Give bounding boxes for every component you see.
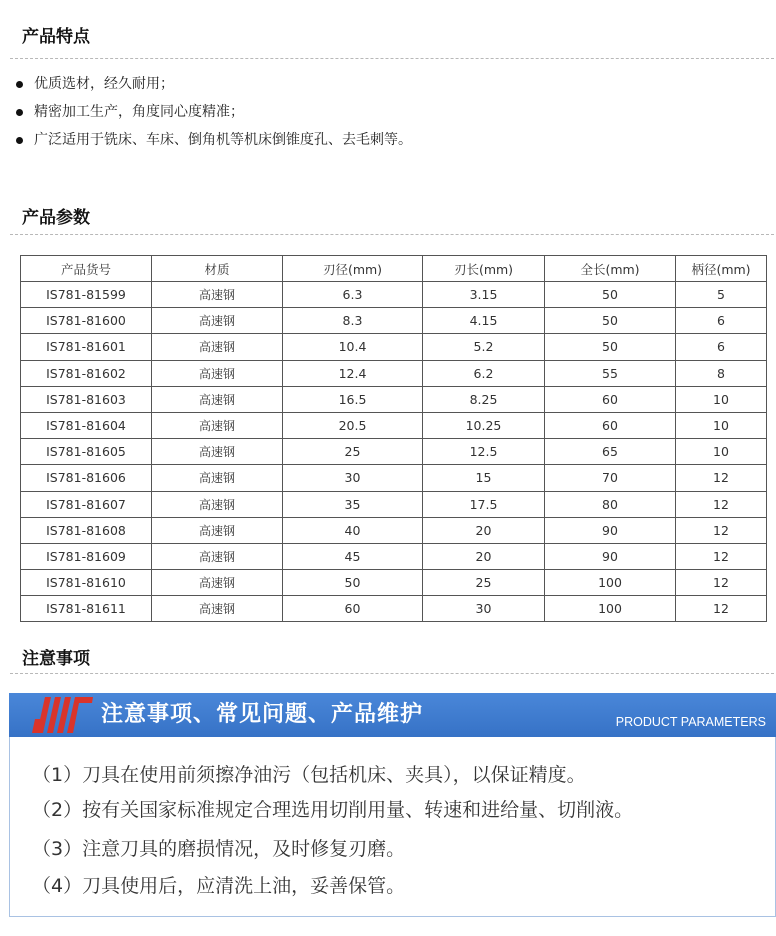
cell-blade-diameter: 12.4 bbox=[283, 360, 423, 386]
cell-total-length: 60 bbox=[545, 412, 676, 438]
banner-subtitle: PRODUCT PARAMETERS bbox=[615, 715, 766, 729]
cell-shank-diameter: 12 bbox=[676, 491, 767, 517]
cell-total-length: 50 bbox=[545, 282, 676, 308]
params-header-row bbox=[21, 256, 767, 282]
cell-blade-diameter: 10.4 bbox=[283, 334, 423, 360]
cell-part-no: IS781-81603 bbox=[21, 386, 152, 412]
cell-part-no: IS781-81608 bbox=[21, 517, 152, 543]
cell-shank-diameter: 6 bbox=[676, 308, 767, 334]
feature-item: 精密加工生产，角度同心度精准； bbox=[16, 98, 412, 126]
table-row bbox=[21, 282, 767, 308]
cell-blade-length: 4.15 bbox=[423, 308, 545, 334]
cell-part-no: IS781-81601 bbox=[21, 334, 152, 360]
cell-blade-length: 8.25 bbox=[423, 386, 545, 412]
col-header-blade-diameter: 刃径(mm) bbox=[283, 256, 423, 282]
cell-blade-length: 30 bbox=[423, 596, 545, 622]
table-row bbox=[21, 439, 767, 465]
cell-blade-length: 15 bbox=[423, 465, 545, 491]
table-row bbox=[21, 412, 767, 438]
cell-material: 高速钢 bbox=[152, 308, 283, 334]
notes-box bbox=[9, 737, 776, 917]
cell-shank-diameter: 5 bbox=[676, 282, 767, 308]
features-section-header bbox=[10, 26, 774, 59]
col-header-shank-diameter: 柄径(mm) bbox=[676, 256, 767, 282]
cell-material: 高速钢 bbox=[152, 386, 283, 412]
table-row bbox=[21, 308, 767, 334]
cell-blade-diameter: 50 bbox=[283, 570, 423, 596]
feature-item: 优质选材，经久耐用； bbox=[16, 70, 412, 98]
cell-material: 高速钢 bbox=[152, 543, 283, 569]
cell-material: 高速钢 bbox=[152, 491, 283, 517]
cell-shank-diameter: 12 bbox=[676, 465, 767, 491]
cell-blade-diameter: 6.3 bbox=[283, 282, 423, 308]
cell-blade-diameter: 8.3 bbox=[283, 308, 423, 334]
cell-material: 高速钢 bbox=[152, 517, 283, 543]
table-row bbox=[21, 491, 767, 517]
params-table-body bbox=[21, 282, 767, 622]
table-row bbox=[21, 465, 767, 491]
cell-total-length: 80 bbox=[545, 491, 676, 517]
cell-part-no: IS781-81609 bbox=[21, 543, 152, 569]
cell-total-length: 100 bbox=[545, 596, 676, 622]
cell-part-no: IS781-81610 bbox=[21, 570, 152, 596]
cell-material: 高速钢 bbox=[152, 439, 283, 465]
table-row bbox=[21, 360, 767, 386]
cell-part-no: IS781-81604 bbox=[21, 412, 152, 438]
cell-blade-diameter: 45 bbox=[283, 543, 423, 569]
cell-blade-length: 25 bbox=[423, 570, 545, 596]
cell-blade-length: 3.15 bbox=[423, 282, 545, 308]
cell-blade-diameter: 25 bbox=[283, 439, 423, 465]
cell-material: 高速钢 bbox=[152, 596, 283, 622]
cell-total-length: 55 bbox=[545, 360, 676, 386]
features-list bbox=[16, 70, 412, 154]
col-header-part-no: 产品货号 bbox=[21, 256, 152, 282]
cell-shank-diameter: 6 bbox=[676, 334, 767, 360]
cell-total-length: 50 bbox=[545, 334, 676, 360]
col-header-total-length: 全长(mm) bbox=[545, 256, 676, 282]
cell-blade-diameter: 30 bbox=[283, 465, 423, 491]
cell-part-no: IS781-81606 bbox=[21, 465, 152, 491]
cell-blade-length: 20 bbox=[423, 543, 545, 569]
cell-total-length: 60 bbox=[545, 386, 676, 412]
cell-total-length: 70 bbox=[545, 465, 676, 491]
cell-blade-length: 5.2 bbox=[423, 334, 545, 360]
cell-part-no: IS781-81602 bbox=[21, 360, 152, 386]
note-item: （1）刀具在使用前须擦净油污（包括机床、夹具），以保证精度。 bbox=[32, 764, 586, 786]
cell-total-length: 50 bbox=[545, 308, 676, 334]
cell-blade-diameter: 20.5 bbox=[283, 412, 423, 438]
cell-total-length: 65 bbox=[545, 439, 676, 465]
cell-shank-diameter: 10 bbox=[676, 386, 767, 412]
cell-blade-length: 12.5 bbox=[423, 439, 545, 465]
cell-shank-diameter: 12 bbox=[676, 517, 767, 543]
banner-title: 注意事项、常见问题、产品维护 bbox=[101, 702, 424, 727]
cell-material: 高速钢 bbox=[152, 412, 283, 438]
cell-shank-diameter: 8 bbox=[676, 360, 767, 386]
cell-part-no: IS781-81605 bbox=[21, 439, 152, 465]
cell-blade-length: 17.5 bbox=[423, 491, 545, 517]
table-row bbox=[21, 543, 767, 569]
col-header-material: 材质 bbox=[152, 256, 283, 282]
table-row bbox=[21, 517, 767, 543]
cell-total-length: 90 bbox=[545, 517, 676, 543]
feature-item: 广泛适用于铣床、车床、倒角机等机床倒锥度孔、去毛刺等。 bbox=[16, 126, 412, 154]
note-item: （2）按有关国家标准规定合理选用切削用量、转速和进给量、切削液。 bbox=[32, 799, 634, 821]
notes-heading: 注意事项 bbox=[22, 649, 90, 669]
table-row bbox=[21, 334, 767, 360]
cell-shank-diameter: 12 bbox=[676, 596, 767, 622]
cell-blade-diameter: 60 bbox=[283, 596, 423, 622]
cell-shank-diameter: 12 bbox=[676, 570, 767, 596]
cell-material: 高速钢 bbox=[152, 360, 283, 386]
table-row bbox=[21, 596, 767, 622]
cell-blade-length: 20 bbox=[423, 517, 545, 543]
cell-blade-diameter: 35 bbox=[283, 491, 423, 517]
params-heading: 产品参数 bbox=[22, 208, 90, 228]
cell-shank-diameter: 10 bbox=[676, 412, 767, 438]
cell-shank-diameter: 12 bbox=[676, 543, 767, 569]
cell-material: 高速钢 bbox=[152, 282, 283, 308]
cell-blade-length: 10.25 bbox=[423, 412, 545, 438]
cell-blade-diameter: 40 bbox=[283, 517, 423, 543]
cell-part-no: IS781-81607 bbox=[21, 491, 152, 517]
cell-total-length: 100 bbox=[545, 570, 676, 596]
features-heading: 产品特点 bbox=[22, 27, 90, 47]
cell-material: 高速钢 bbox=[152, 570, 283, 596]
cell-total-length: 90 bbox=[545, 543, 676, 569]
cell-material: 高速钢 bbox=[152, 334, 283, 360]
col-header-blade-length: 刃长(mm) bbox=[423, 256, 545, 282]
stripes-logo-icon bbox=[31, 697, 93, 733]
note-item: （4）刀具使用后，应清洗上油，妥善保管。 bbox=[32, 875, 406, 897]
cell-part-no: IS781-81611 bbox=[21, 596, 152, 622]
params-section-header bbox=[10, 207, 774, 235]
cell-blade-diameter: 16.5 bbox=[283, 386, 423, 412]
cell-material: 高速钢 bbox=[152, 465, 283, 491]
table-row bbox=[21, 386, 767, 412]
cell-part-no: IS781-81599 bbox=[21, 282, 152, 308]
notes-section-header bbox=[10, 648, 774, 674]
table-row bbox=[21, 570, 767, 596]
cell-blade-length: 6.2 bbox=[423, 360, 545, 386]
notes-banner bbox=[9, 693, 776, 737]
note-item: （3）注意刀具的磨损情况，及时修复刃磨。 bbox=[32, 838, 406, 860]
cell-shank-diameter: 10 bbox=[676, 439, 767, 465]
cell-part-no: IS781-81600 bbox=[21, 308, 152, 334]
params-table bbox=[20, 255, 767, 622]
